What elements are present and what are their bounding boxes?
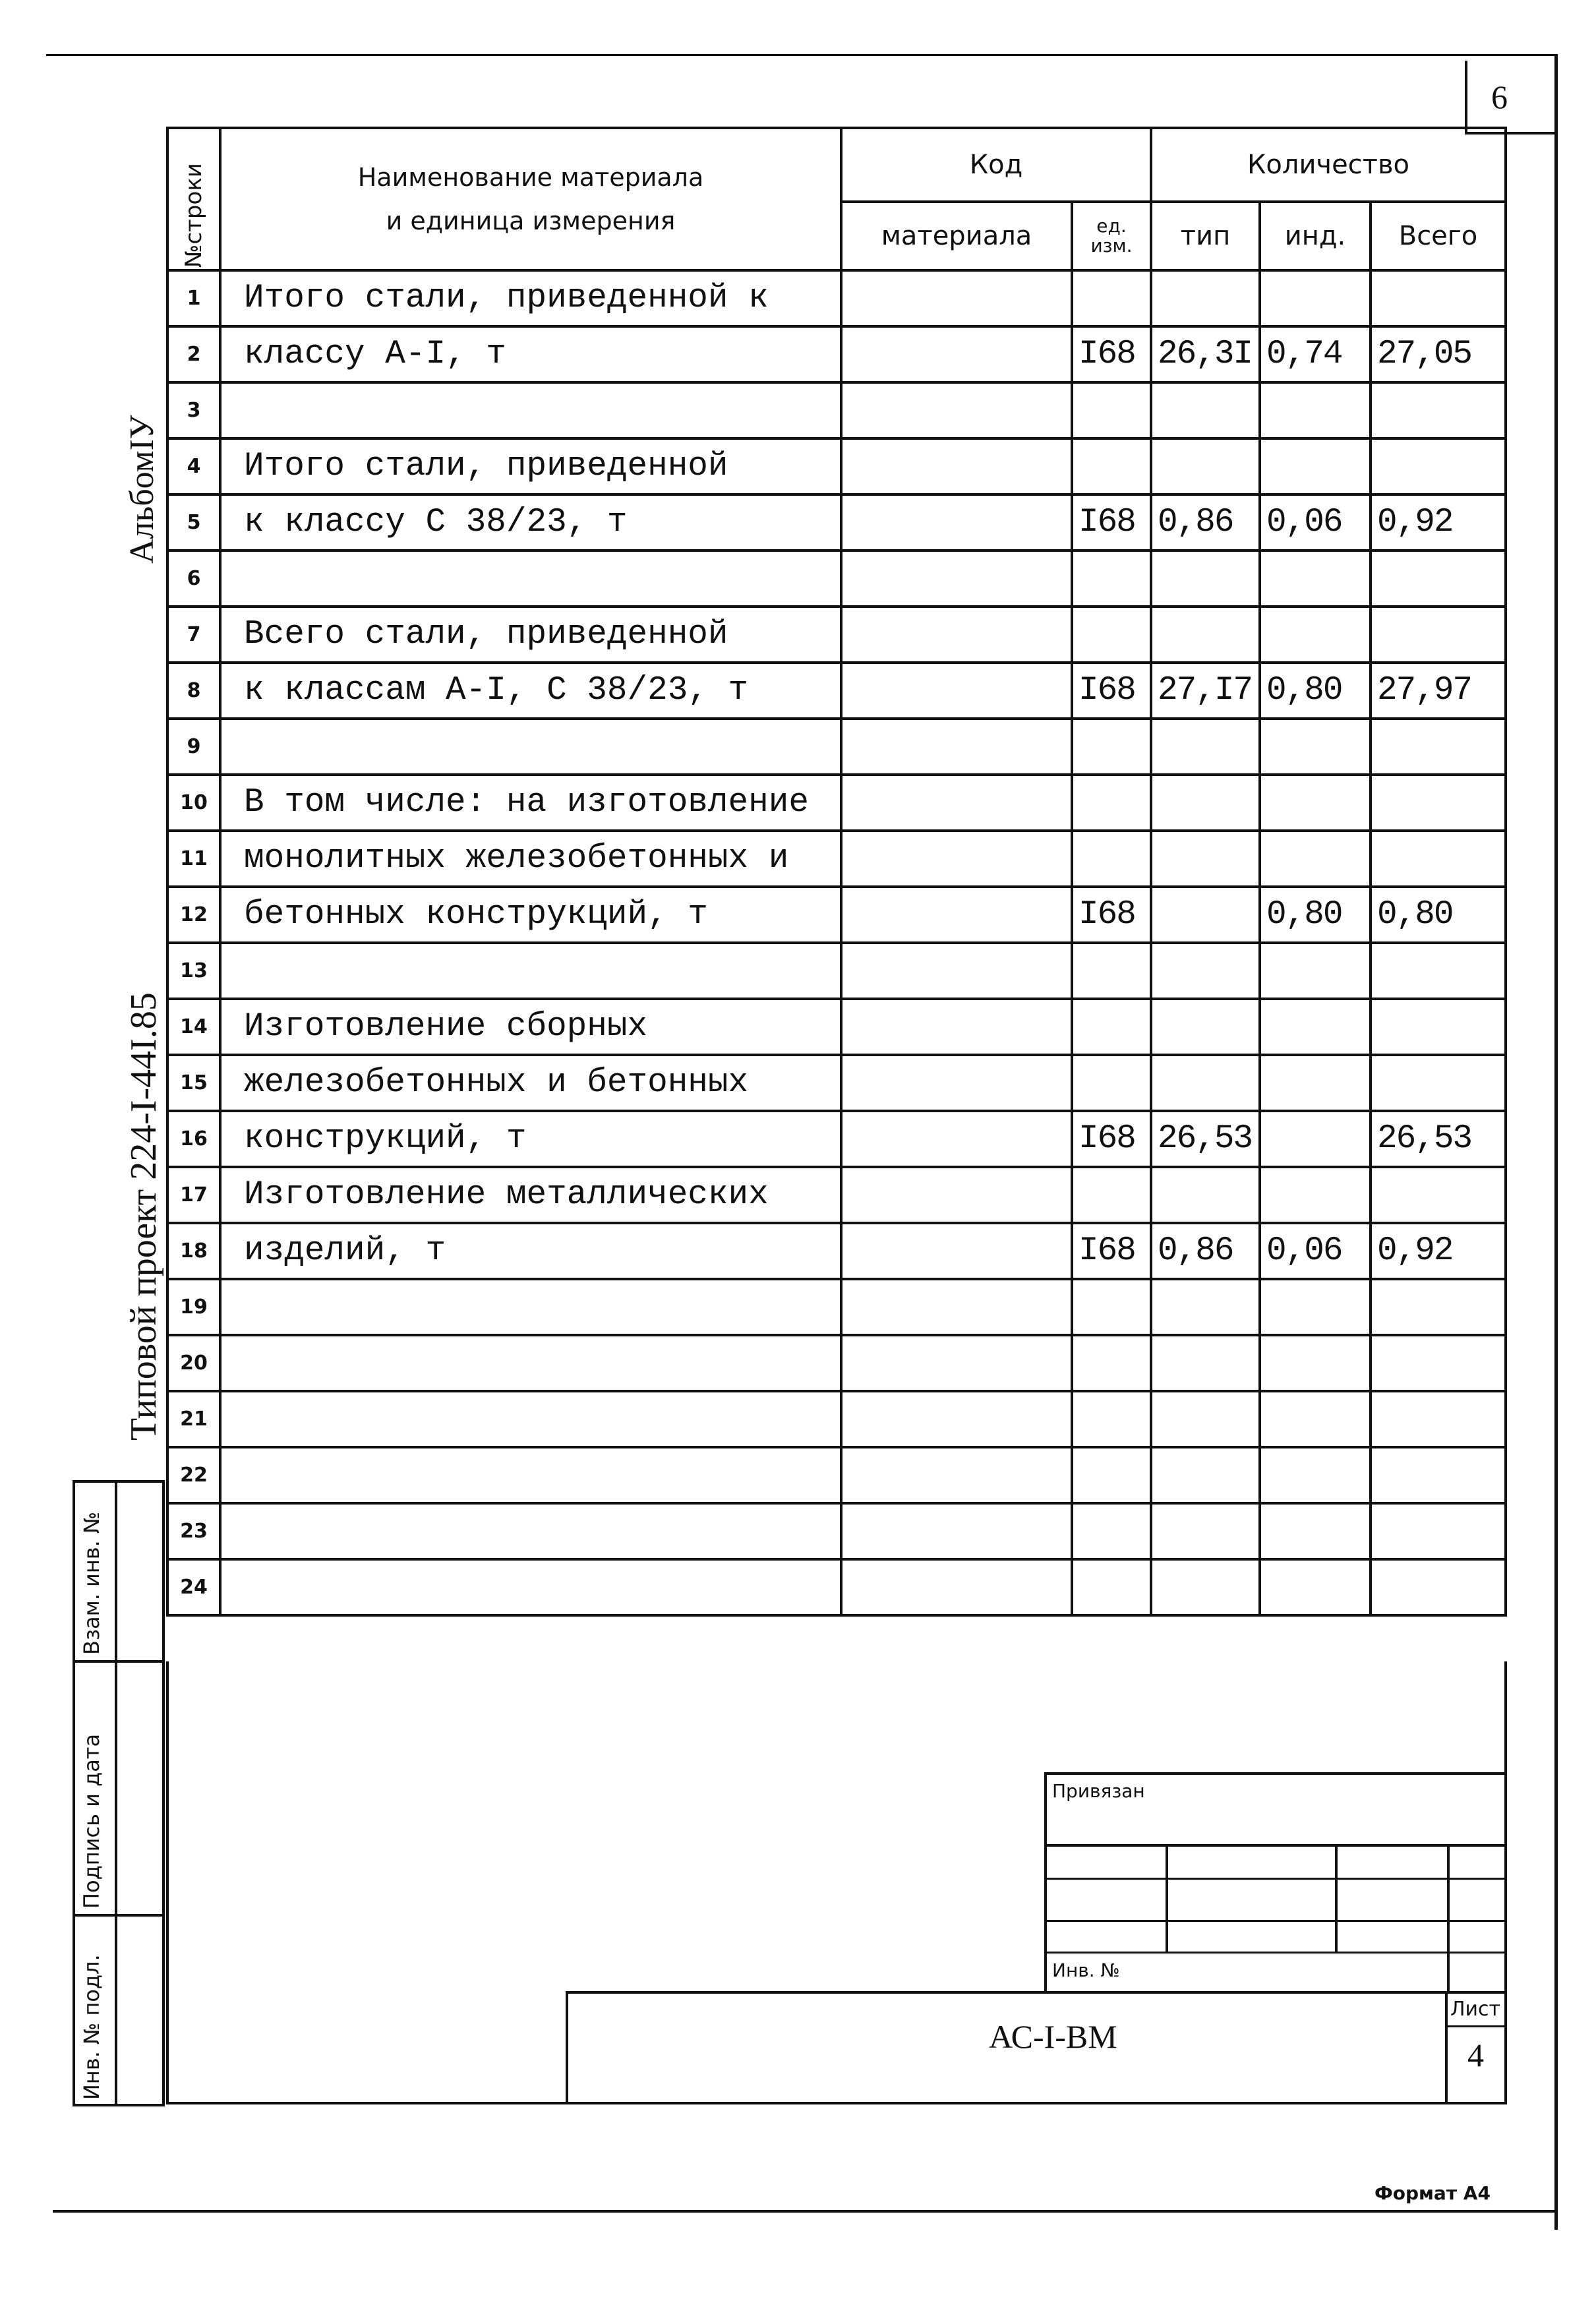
quantity-total [1371, 943, 1506, 999]
sheet-cell-left [1445, 1991, 1448, 2103]
header-name: Наименование материала и единица измерения [220, 128, 841, 270]
quantity-ind: 0,74 [1260, 326, 1371, 382]
material-name: конструкций, т [220, 1111, 841, 1167]
material-name: Всего стали, приведенной [220, 607, 841, 663]
material-code [841, 663, 1072, 719]
row-number: 1 [167, 270, 220, 326]
material-code [841, 943, 1072, 999]
row-number: 24 [167, 1559, 220, 1615]
quantity-type [1151, 831, 1260, 887]
quantity-type: 27,I7 [1151, 663, 1260, 719]
privyazan-col-2 [1335, 1844, 1338, 1953]
vzam-inv-label: Взам. инв. № [79, 1511, 104, 1655]
quantity-ind: 0,80 [1260, 887, 1371, 943]
material-code [841, 1503, 1072, 1559]
quantity-ind: 0,80 [1260, 663, 1371, 719]
quantity-total [1371, 1559, 1506, 1615]
sheet-label: Лист [1450, 1998, 1501, 2021]
quantity-ind [1260, 1335, 1371, 1391]
table-row [167, 382, 1506, 438]
quantity-type [1151, 1335, 1260, 1391]
row-number: 18 [167, 1223, 220, 1279]
quantity-total [1371, 1279, 1506, 1335]
material-code [841, 494, 1072, 551]
inv-podl-label: Инв. № подл. [79, 1954, 104, 2100]
row-number: 17 [167, 1167, 220, 1223]
table-row [167, 1223, 1506, 1279]
material-name: к классу С 38/23, т [220, 494, 841, 551]
table-row [167, 943, 1506, 999]
unit-code [1072, 607, 1151, 663]
unit-code [1072, 551, 1151, 607]
row-number: 7 [167, 607, 220, 663]
table-row [167, 438, 1506, 494]
quantity-ind [1260, 1111, 1371, 1167]
material-code [841, 270, 1072, 326]
table-row [167, 607, 1506, 663]
material-code [841, 1223, 1072, 1279]
row-number: 21 [167, 1391, 220, 1447]
quantity-ind [1260, 1447, 1371, 1503]
quantity-total [1371, 831, 1506, 887]
table-row [167, 1167, 1506, 1223]
table-row [167, 719, 1506, 775]
quantity-total [1371, 1391, 1506, 1447]
row-number: 15 [167, 1055, 220, 1111]
quantity-ind [1260, 607, 1371, 663]
row-number: 10 [167, 775, 220, 831]
row-number: 9 [167, 719, 220, 775]
project-label: Типовой проект 224-I-44I.85 [123, 992, 164, 1441]
quantity-type [1151, 607, 1260, 663]
header-row-no: №строки [167, 128, 220, 270]
unit-code [1072, 1447, 1151, 1503]
privyazan-col-3 [1447, 1844, 1450, 1993]
quantity-ind [1260, 775, 1371, 831]
quantity-total [1371, 382, 1506, 438]
material-name: железобетонных и бетонных [220, 1055, 841, 1111]
quantity-ind [1260, 1391, 1371, 1447]
material-name: изделий, т [220, 1223, 841, 1279]
header-total: Всего [1371, 202, 1506, 270]
material-name [220, 1391, 841, 1447]
quantity-total: 0,92 [1371, 1223, 1506, 1279]
table-row [167, 1503, 1506, 1559]
unit-code: I68 [1072, 663, 1151, 719]
privyazan-row-1 [1044, 1844, 1506, 1847]
quantity-total [1371, 1503, 1506, 1559]
table-row [167, 831, 1506, 887]
quantity-ind [1260, 1559, 1371, 1615]
material-code [841, 1167, 1072, 1223]
side-stamp-divider [115, 1480, 117, 2106]
material-code [841, 775, 1072, 831]
unit-code: I68 [1072, 1111, 1151, 1167]
title-block-top [566, 1991, 1507, 1994]
material-code [841, 1055, 1072, 1111]
title-block-left [566, 1991, 568, 2103]
podpis-data-label: Подпись и дата [79, 1733, 104, 1909]
top-margin-line [46, 54, 1556, 56]
quantity-ind [1260, 943, 1371, 999]
material-code [841, 719, 1072, 775]
material-name [220, 1335, 841, 1391]
row-number: 22 [167, 1447, 220, 1503]
header-code: Код [841, 128, 1151, 202]
quantity-total: 0,92 [1371, 494, 1506, 551]
material-name: Изготовление металлических [220, 1167, 841, 1223]
unit-code [1072, 1335, 1151, 1391]
privyazan-label: Привязан [1052, 1780, 1145, 1802]
row-number: 13 [167, 943, 220, 999]
quantity-type [1151, 1447, 1260, 1503]
quantity-type [1151, 719, 1260, 775]
row-number: 8 [167, 663, 220, 719]
material-code [841, 831, 1072, 887]
unit-code [1072, 831, 1151, 887]
unit-code [1072, 719, 1151, 775]
stamp-right-line [1504, 1661, 1507, 2104]
unit-code [1072, 438, 1151, 494]
quantity-type [1151, 943, 1260, 999]
album-label: АльбомIУ [123, 415, 161, 564]
material-code [841, 1559, 1072, 1615]
unit-code [1072, 943, 1151, 999]
quantity-total [1371, 999, 1506, 1055]
row-number: 20 [167, 1335, 220, 1391]
quantity-total [1371, 607, 1506, 663]
quantity-total: 26,53 [1371, 1111, 1506, 1167]
header-type: тип [1151, 202, 1260, 270]
table-row [167, 494, 1506, 551]
quantity-ind [1260, 438, 1371, 494]
material-code [841, 887, 1072, 943]
sheet-cell-divider [1445, 2025, 1507, 2027]
table-row [167, 1559, 1506, 1615]
material-name [220, 1447, 841, 1503]
unit-code [1072, 1503, 1151, 1559]
quantity-type [1151, 775, 1260, 831]
quantity-type [1151, 1279, 1260, 1335]
material-code [841, 438, 1072, 494]
quantity-total [1371, 1335, 1506, 1391]
material-name [220, 1559, 841, 1615]
table-row [167, 1447, 1506, 1503]
quantity-type [1151, 999, 1260, 1055]
row-number: 23 [167, 1503, 220, 1559]
material-code [841, 382, 1072, 438]
privyazan-top [1044, 1772, 1506, 1775]
table-row [167, 1335, 1506, 1391]
privyazan-row-3 [1044, 1920, 1506, 1922]
quantity-type: 26,53 [1151, 1111, 1260, 1167]
designation: АС-I-ВМ [989, 2018, 1117, 2055]
quantity-ind: 0,06 [1260, 494, 1371, 551]
quantity-type [1151, 1391, 1260, 1447]
privyazan-row-4 [1044, 1952, 1506, 1954]
unit-code: I68 [1072, 326, 1151, 382]
right-border-line [1554, 54, 1558, 2230]
material-name: к классам А-I, С 38/23, т [220, 663, 841, 719]
quantity-type [1151, 382, 1260, 438]
sheet-number-top: 6 [1491, 78, 1508, 115]
row-number: 11 [167, 831, 220, 887]
unit-code [1072, 775, 1151, 831]
side-stamp-sep-2 [73, 1914, 165, 1917]
material-name: Итого стали, приведенной [220, 438, 841, 494]
quantity-total [1371, 775, 1506, 831]
unit-code [1072, 1055, 1151, 1111]
quantity-total [1371, 1167, 1506, 1223]
privyazan-left [1044, 1772, 1047, 1993]
material-name [220, 1279, 841, 1335]
row-number: 2 [167, 326, 220, 382]
quantity-ind [1260, 382, 1371, 438]
quantity-total [1371, 1447, 1506, 1503]
header-unit: ед. изм. [1072, 202, 1151, 270]
material-code [841, 326, 1072, 382]
quantity-total: 27,97 [1371, 663, 1506, 719]
bottom-area-frame [166, 1661, 1507, 2103]
quantity-ind [1260, 719, 1371, 775]
privyazan-row-2 [1044, 1878, 1506, 1880]
material-name [220, 1503, 841, 1559]
material-code [841, 1279, 1072, 1335]
quantity-type [1151, 1167, 1260, 1223]
quantity-ind [1260, 999, 1371, 1055]
header-material: материала [841, 202, 1072, 270]
material-name [220, 943, 841, 999]
quantity-type: 0,86 [1151, 1223, 1260, 1279]
unit-code [1072, 1279, 1151, 1335]
bottom-margin-line [53, 2210, 1557, 2213]
quantity-type [1151, 551, 1260, 607]
row-number: 3 [167, 382, 220, 438]
material-name: классу А-I, т [220, 326, 841, 382]
table-row [167, 1055, 1506, 1111]
row-number: 5 [167, 494, 220, 551]
quantity-ind [1260, 1167, 1371, 1223]
material-code [841, 999, 1072, 1055]
quantity-ind [1260, 1503, 1371, 1559]
quantity-total [1371, 1055, 1506, 1111]
quantity-total [1371, 438, 1506, 494]
table-row [167, 775, 1506, 831]
material-name [220, 719, 841, 775]
materials-table [166, 127, 1507, 1617]
table-row [167, 999, 1506, 1055]
unit-code [1072, 999, 1151, 1055]
table-row [167, 1111, 1506, 1167]
quantity-type: 26,3I [1151, 326, 1260, 382]
material-name [220, 551, 841, 607]
quantity-ind: 0,06 [1260, 1223, 1371, 1279]
quantity-type: 0,86 [1151, 494, 1260, 551]
table-row [167, 663, 1506, 719]
row-number: 6 [167, 551, 220, 607]
unit-code [1072, 1167, 1151, 1223]
table-row [167, 270, 1506, 326]
quantity-ind [1260, 551, 1371, 607]
quantity-type [1151, 1503, 1260, 1559]
sheet-value: 4 [1467, 2037, 1484, 2073]
material-name: бетонных конструкций, т [220, 887, 841, 943]
sheet-number-box [1465, 61, 1557, 134]
material-code [841, 1335, 1072, 1391]
header-ind: инд. [1260, 202, 1371, 270]
row-number: 4 [167, 438, 220, 494]
row-number: 19 [167, 1279, 220, 1335]
row-number: 16 [167, 1111, 220, 1167]
quantity-ind [1260, 831, 1371, 887]
quantity-ind [1260, 1055, 1371, 1111]
quantity-total [1371, 719, 1506, 775]
quantity-ind [1260, 1279, 1371, 1335]
unit-code [1072, 1391, 1151, 1447]
table-row [167, 1391, 1506, 1447]
quantity-type [1151, 887, 1260, 943]
unit-code [1072, 382, 1151, 438]
material-code [841, 1447, 1072, 1503]
material-name: Итого стали, приведенной к [220, 270, 841, 326]
quantity-total: 0,80 [1371, 887, 1506, 943]
format-label: Формат А4 [1374, 2182, 1491, 2204]
quantity-total [1371, 270, 1506, 326]
quantity-type [1151, 270, 1260, 326]
privyazan-col-1 [1166, 1844, 1168, 1953]
unit-code: I68 [1072, 1223, 1151, 1279]
quantity-type [1151, 1559, 1260, 1615]
material-name: монолитных железобетонных и [220, 831, 841, 887]
table-row [167, 1279, 1506, 1335]
material-name: Изготовление сборных [220, 999, 841, 1055]
row-number: 12 [167, 887, 220, 943]
quantity-ind [1260, 270, 1371, 326]
quantity-type [1151, 1055, 1260, 1111]
table-row [167, 887, 1506, 943]
material-code [841, 1391, 1072, 1447]
material-code [841, 607, 1072, 663]
unit-code [1072, 270, 1151, 326]
unit-code: I68 [1072, 887, 1151, 943]
material-code [841, 551, 1072, 607]
bottom-frame-line [166, 2102, 1507, 2104]
header-quantity: Количество [1151, 128, 1506, 202]
material-name [220, 382, 841, 438]
quantity-total [1371, 551, 1506, 607]
row-number: 14 [167, 999, 220, 1055]
table-row [167, 551, 1506, 607]
quantity-type [1151, 438, 1260, 494]
quantity-total: 27,05 [1371, 326, 1506, 382]
table-row [167, 326, 1506, 382]
material-name: В том числе: на изготовление [220, 775, 841, 831]
side-stamp-sep-1 [73, 1660, 165, 1663]
unit-code [1072, 1559, 1151, 1615]
unit-code: I68 [1072, 494, 1151, 551]
inv-no-label: Инв. № [1052, 1959, 1120, 1981]
material-code [841, 1111, 1072, 1167]
